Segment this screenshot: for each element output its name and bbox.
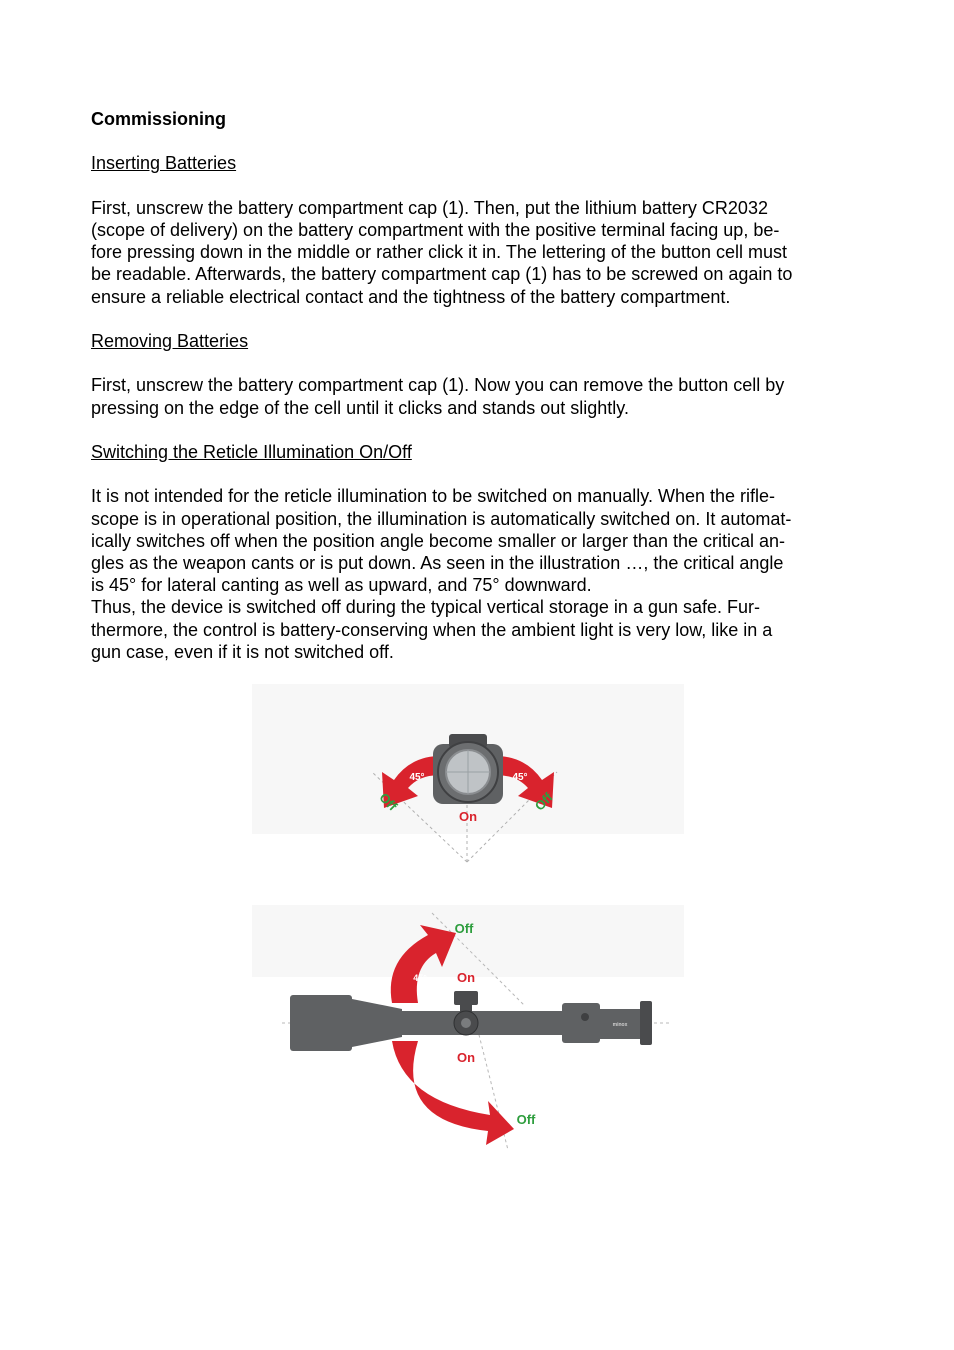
paragraph-line: First, unscrew the battery compartment cap (1). Now you can remove the button cell by [91,375,785,396]
paragraph-line: (scope of delivery) on the battery compartment with the positive terminal facing up, be- [91,219,780,240]
on-label: On [458,809,478,824]
paragraph-line: gun case, even if it is not switched off. [91,641,394,662]
section-title-switching: Switching the Reticle Illumination On/Off [91,441,412,462]
paragraph-line: First, unscrew the battery compartment cap (1). Then, put the lithium battery CR2032 [91,197,768,218]
vertical-angle-illustration [252,905,684,1155]
paragraph-line: pressing on the edge of the cell until it clicks and stands out slightly. [91,397,629,418]
figure-background [252,905,684,977]
top-on-label: On [456,970,476,985]
paragraph-line: is 45° for lateral canting as well as upward, and 75° downward. [91,575,592,596]
scope-front-view [433,734,503,804]
right-angle-label: 45° [512,772,528,783]
brand-mark: minox [612,1022,628,1028]
top-off-label: Off [454,921,474,936]
section-title-inserting: Inserting Batteries [91,153,237,174]
paragraph-line: It is not intended for the reticle illumination to be switched on manually. When the rifle- [91,486,776,507]
page-heading: Commissioning [91,109,227,129]
scope-side-view [290,991,652,1051]
right-off-label: Off [531,789,556,814]
paragraph-line: gles as the weapon cants or is put down. As seen in the illustration …, the critical angle [91,552,784,573]
left-angle-label: 45° [409,772,425,783]
paragraph-line: scope is in operational position, the illumination is automatically switched on. It automat- [91,508,792,529]
up-angle-label: 45° [413,973,427,983]
left-off-label: Off [376,789,401,814]
lateral-cant-illustration [252,684,684,874]
paragraph-line: fore pressing down in the middle or rather click it in. The lettering of the button cell must [91,242,788,263]
downward-arrow [392,1041,514,1145]
down-angle-label: 75° [429,1081,443,1091]
paragraph-line: ically switches off when the position angle become smaller or larger than the critical an- [91,530,786,551]
paragraph-line: thermore, the control is battery-conserving when the ambient light is very low, like in a [91,619,773,640]
bottom-on-label: On [456,1050,476,1065]
paragraph-line: ensure a reliable electrical contact and the tightness of the battery compartment. [91,286,731,307]
document-page [91,108,861,663]
vertical-angle-svg [252,905,684,1155]
bottom-off-label: Off [516,1112,536,1127]
paragraph-line: Thus, the device is switched off during the typical vertical storage in a gun safe. Fur- [91,597,761,618]
lateral-cant-svg [252,684,684,874]
paragraph-line: be readable. Afterwards, the battery compartment cap (1) has to be screwed on again to [91,264,793,285]
section-title-removing: Removing Batteries [91,330,249,351]
